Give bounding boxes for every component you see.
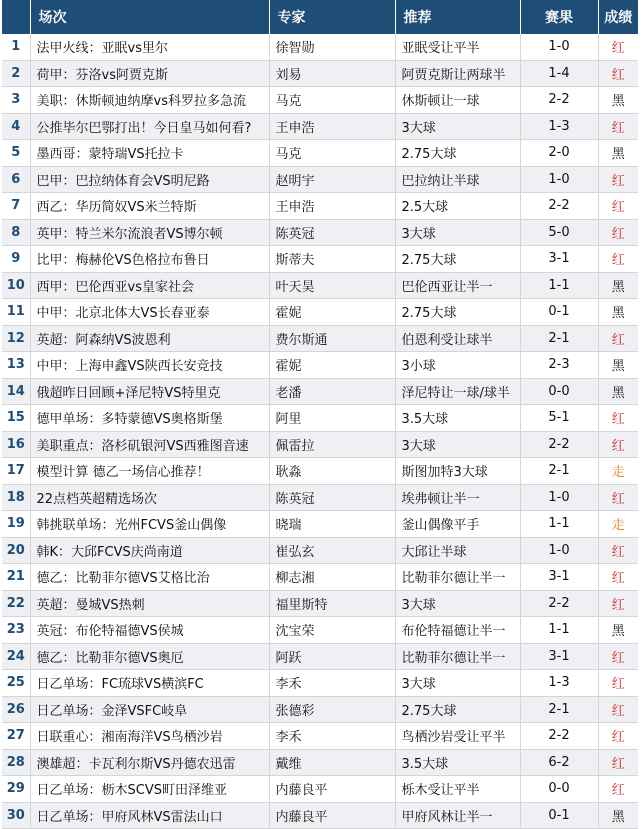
match-name: 日乙单场：金泽VSFC岐阜 (30, 696, 269, 723)
expert-name: 老潘 (269, 378, 395, 405)
expert-name: 内藤良平 (269, 802, 395, 829)
expert-name: 柳志湘 (269, 564, 395, 591)
result-badge: 红 (598, 484, 638, 511)
table-row (2, 590, 638, 617)
table-row (2, 776, 638, 803)
pick-text: 亚眠受让平半 (395, 34, 520, 60)
pick-text: 布伦特福德让半一 (395, 617, 520, 644)
match-name: 中甲：北京北体大VS长春亚泰 (30, 299, 269, 326)
score-cell: 2-2 (520, 87, 598, 114)
table-row (2, 537, 638, 564)
row-number: 7 (2, 193, 30, 220)
match-name: 韩K：大邱FCVS庆尚南道 (30, 537, 269, 564)
pick-text: 3大球 (395, 219, 520, 246)
row-number: 4 (2, 113, 30, 140)
row-number: 20 (2, 537, 30, 564)
pick-text: 比勒菲尔德让半一 (395, 643, 520, 670)
score-cell: 1-3 (520, 670, 598, 697)
score-cell: 1-0 (520, 166, 598, 193)
header-pick: 推荐 (395, 0, 520, 34)
match-name: 英超：曼城VS热刺 (30, 590, 269, 617)
score-cell: 2-1 (520, 325, 598, 352)
row-number: 6 (2, 166, 30, 193)
pick-text: 阿贾克斯让两球半 (395, 60, 520, 87)
result-badge: 黑 (598, 140, 638, 167)
expert-name: 阿里 (269, 405, 395, 432)
table-row (2, 60, 638, 87)
expert-name: 内藤良平 (269, 776, 395, 803)
pick-text: 伯恩利受让球半 (395, 325, 520, 352)
match-name: 中甲：上海申鑫VS陕西长安竞技 (30, 352, 269, 379)
pick-text: 3大球 (395, 670, 520, 697)
result-badge: 红 (598, 696, 638, 723)
pick-text: 釜山偶像平手 (395, 511, 520, 538)
expert-name: 佩雷拉 (269, 431, 395, 458)
pick-text: 埃弗顿让半一 (395, 484, 520, 511)
result-badge: 红 (598, 219, 638, 246)
match-name: 韩挑联单场：光州FCVS釜山偶像 (30, 511, 269, 538)
expert-name: 王申浩 (269, 193, 395, 220)
expert-name: 叶天昊 (269, 272, 395, 299)
match-name: 模型计算 德乙一场信心推荐！ (30, 458, 269, 485)
match-name: 日联重心：湘南海洋VS鸟栖沙岩 (30, 723, 269, 750)
pick-text: 2.75大球 (395, 696, 520, 723)
table-row (2, 723, 638, 750)
row-number: 2 (2, 60, 30, 87)
table-row (2, 511, 638, 538)
result-badge: 黑 (598, 617, 638, 644)
result-badge: 红 (598, 564, 638, 591)
table-row (2, 272, 638, 299)
result-badge: 黑 (598, 378, 638, 405)
result-badge: 黑 (598, 352, 638, 379)
match-name: 法甲火线：亚眠vs里尔 (30, 34, 269, 60)
expert-name: 李禾 (269, 670, 395, 697)
match-name: 荷甲：芬洛vs阿贾克斯 (30, 60, 269, 87)
result-badge: 红 (598, 60, 638, 87)
score-cell: 6-2 (520, 749, 598, 776)
row-number: 30 (2, 802, 30, 829)
row-number: 28 (2, 749, 30, 776)
row-number: 27 (2, 723, 30, 750)
table-row (2, 749, 638, 776)
results-table-container (2, 0, 638, 829)
expert-name: 霍妮 (269, 352, 395, 379)
match-name: 公推毕尔巴鄂打出！今日皇马如何看? (30, 113, 269, 140)
pick-text: 3大球 (395, 113, 520, 140)
row-number: 16 (2, 431, 30, 458)
score-cell: 1-1 (520, 617, 598, 644)
result-badge: 红 (598, 749, 638, 776)
score-cell: 5-1 (520, 405, 598, 432)
table-row (2, 617, 638, 644)
table-row (2, 431, 638, 458)
match-name: 德甲单场：多特蒙德VS奥格斯堡 (30, 405, 269, 432)
row-number: 17 (2, 458, 30, 485)
table-row (2, 564, 638, 591)
header-num (2, 0, 30, 34)
row-number: 19 (2, 511, 30, 538)
score-cell: 2-2 (520, 193, 598, 220)
row-number: 1 (2, 34, 30, 60)
match-name: 22点档英超精选场次 (30, 484, 269, 511)
pick-text: 比勒菲尔德让半一 (395, 564, 520, 591)
expert-name: 耿淼 (269, 458, 395, 485)
expert-name: 赵明宇 (269, 166, 395, 193)
pick-text: 巴拉纳让半球 (395, 166, 520, 193)
result-badge: 黑 (598, 272, 638, 299)
score-cell: 0-1 (520, 802, 598, 829)
score-cell: 2-3 (520, 352, 598, 379)
score-cell: 1-4 (520, 60, 598, 87)
table-row (2, 34, 638, 60)
score-cell: 1-0 (520, 537, 598, 564)
row-number: 10 (2, 272, 30, 299)
expert-name: 李禾 (269, 723, 395, 750)
row-number: 11 (2, 299, 30, 326)
result-badge: 红 (598, 166, 638, 193)
score-cell: 0-0 (520, 378, 598, 405)
pick-text: 2.75大球 (395, 299, 520, 326)
result-badge: 走 (598, 458, 638, 485)
result-badge: 黑 (598, 299, 638, 326)
pick-text: 3大球 (395, 590, 520, 617)
pick-text: 2.5大球 (395, 193, 520, 220)
score-cell: 1-1 (520, 272, 598, 299)
match-name: 俄超昨日回顾+泽尼特VS特里克 (30, 378, 269, 405)
match-name: 墨西哥：蒙特瑞VS托拉卡 (30, 140, 269, 167)
score-cell: 0-0 (520, 776, 598, 803)
pick-text: 3.5大球 (395, 405, 520, 432)
table-body (2, 34, 638, 829)
result-badge: 红 (598, 723, 638, 750)
row-number: 18 (2, 484, 30, 511)
result-badge: 红 (598, 590, 638, 617)
header-score: 赛果 (520, 0, 598, 34)
match-name: 西乙：华历简奴VS米兰特斯 (30, 193, 269, 220)
pick-text: 休斯顿让一球 (395, 87, 520, 114)
match-name: 日乙单场：甲府风林VS雷法山口 (30, 802, 269, 829)
expert-name: 霍妮 (269, 299, 395, 326)
pick-text: 甲府风林让半一 (395, 802, 520, 829)
result-badge: 红 (598, 670, 638, 697)
score-cell: 2-1 (520, 458, 598, 485)
score-cell: 1-0 (520, 484, 598, 511)
table-row (2, 113, 638, 140)
results-table (2, 0, 638, 829)
result-badge: 红 (598, 776, 638, 803)
match-name: 英超：阿森纳VS波恩利 (30, 325, 269, 352)
pick-text: 3小球 (395, 352, 520, 379)
result-badge: 红 (598, 431, 638, 458)
pick-text: 2.75大球 (395, 246, 520, 273)
row-number: 13 (2, 352, 30, 379)
score-cell: 1-1 (520, 511, 598, 538)
row-number: 15 (2, 405, 30, 432)
row-number: 24 (2, 643, 30, 670)
row-number: 9 (2, 246, 30, 273)
result-badge: 红 (598, 34, 638, 60)
table-row (2, 458, 638, 485)
expert-name: 福里斯特 (269, 590, 395, 617)
score-cell: 3-1 (520, 246, 598, 273)
pick-text: 巴伦西亚让半一 (395, 272, 520, 299)
result-badge: 走 (598, 511, 638, 538)
expert-name: 费尔斯通 (269, 325, 395, 352)
pick-text: 栎木受让平半 (395, 776, 520, 803)
table-row (2, 802, 638, 829)
expert-name: 徐智勋 (269, 34, 395, 60)
row-number: 14 (2, 378, 30, 405)
expert-name: 马克 (269, 140, 395, 167)
pick-text: 2.75大球 (395, 140, 520, 167)
result-badge: 红 (598, 405, 638, 432)
row-number: 26 (2, 696, 30, 723)
expert-name: 崔弘玄 (269, 537, 395, 564)
match-name: 比甲：梅赫伦VS色格拉布鲁日 (30, 246, 269, 273)
score-cell: 2-0 (520, 140, 598, 167)
header-result: 成绩 (598, 0, 638, 34)
table-row (2, 643, 638, 670)
match-name: 西甲：巴伦西亚vs皇家社会 (30, 272, 269, 299)
header-expert: 专家 (269, 0, 395, 34)
expert-name: 陈英冠 (269, 219, 395, 246)
expert-name: 阿跃 (269, 643, 395, 670)
row-number: 5 (2, 140, 30, 167)
row-number: 12 (2, 325, 30, 352)
match-name: 日乙单场：FC琉球VS横滨FC (30, 670, 269, 697)
result-badge: 黑 (598, 802, 638, 829)
expert-name: 晓瑞 (269, 511, 395, 538)
table-row (2, 484, 638, 511)
result-badge: 红 (598, 113, 638, 140)
result-badge: 红 (598, 193, 638, 220)
match-name: 澳雄超：卡瓦利尔斯VS丹德农迅雷 (30, 749, 269, 776)
table-row (2, 140, 638, 167)
match-name: 德乙：比勒菲尔德VS艾格比治 (30, 564, 269, 591)
score-cell: 2-2 (520, 431, 598, 458)
row-number: 23 (2, 617, 30, 644)
row-number: 22 (2, 590, 30, 617)
table-row (2, 246, 638, 273)
table-row (2, 696, 638, 723)
table-row (2, 325, 638, 352)
table-row (2, 219, 638, 246)
table-row (2, 87, 638, 114)
pick-text: 3大球 (395, 431, 520, 458)
expert-name: 王申浩 (269, 113, 395, 140)
row-number: 8 (2, 219, 30, 246)
header-match: 场次 (30, 0, 269, 34)
table-row (2, 193, 638, 220)
score-cell: 0-1 (520, 299, 598, 326)
match-name: 英甲：特兰米尔流浪者VS博尔顿 (30, 219, 269, 246)
match-name: 德乙：比勒菲尔德VS奥厄 (30, 643, 269, 670)
pick-text: 泽尼特让一球/球半 (395, 378, 520, 405)
expert-name: 沈宝荣 (269, 617, 395, 644)
score-cell: 2-1 (520, 696, 598, 723)
result-badge: 红 (598, 643, 638, 670)
pick-text: 3.5大球 (395, 749, 520, 776)
table-row (2, 378, 638, 405)
score-cell: 3-1 (520, 564, 598, 591)
match-name: 巴甲：巴拉纳体育会VS明尼路 (30, 166, 269, 193)
pick-text: 大邱让半球 (395, 537, 520, 564)
score-cell: 2-2 (520, 723, 598, 750)
table-row (2, 405, 638, 432)
table-header-row (2, 0, 638, 34)
table-row (2, 299, 638, 326)
expert-name: 马克 (269, 87, 395, 114)
score-cell: 3-1 (520, 643, 598, 670)
match-name: 日乙单场：枥木SCVS町田泽维亚 (30, 776, 269, 803)
table-row (2, 352, 638, 379)
expert-name: 戴维 (269, 749, 395, 776)
table-row (2, 166, 638, 193)
pick-text: 鸟栖沙岩受让平半 (395, 723, 520, 750)
match-name: 英冠：布伦特福德VS侯城 (30, 617, 269, 644)
score-cell: 1-0 (520, 34, 598, 60)
match-name: 美职重点：洛杉矶银河VS西雅图音速 (30, 431, 269, 458)
expert-name: 张德彩 (269, 696, 395, 723)
match-name: 美职：休斯顿迪纳摩vs科罗拉多急流 (30, 87, 269, 114)
score-cell: 5-0 (520, 219, 598, 246)
row-number: 21 (2, 564, 30, 591)
score-cell: 1-3 (520, 113, 598, 140)
result-badge: 红 (598, 537, 638, 564)
result-badge: 红 (598, 246, 638, 273)
score-cell: 2-2 (520, 590, 598, 617)
expert-name: 斯蒂夫 (269, 246, 395, 273)
row-number: 29 (2, 776, 30, 803)
pick-text: 斯图加特3大球 (395, 458, 520, 485)
expert-name: 陈英冠 (269, 484, 395, 511)
table-row (2, 670, 638, 697)
row-number: 3 (2, 87, 30, 114)
result-badge: 红 (598, 325, 638, 352)
result-badge: 黑 (598, 87, 638, 114)
row-number: 25 (2, 670, 30, 697)
expert-name: 刘易 (269, 60, 395, 87)
